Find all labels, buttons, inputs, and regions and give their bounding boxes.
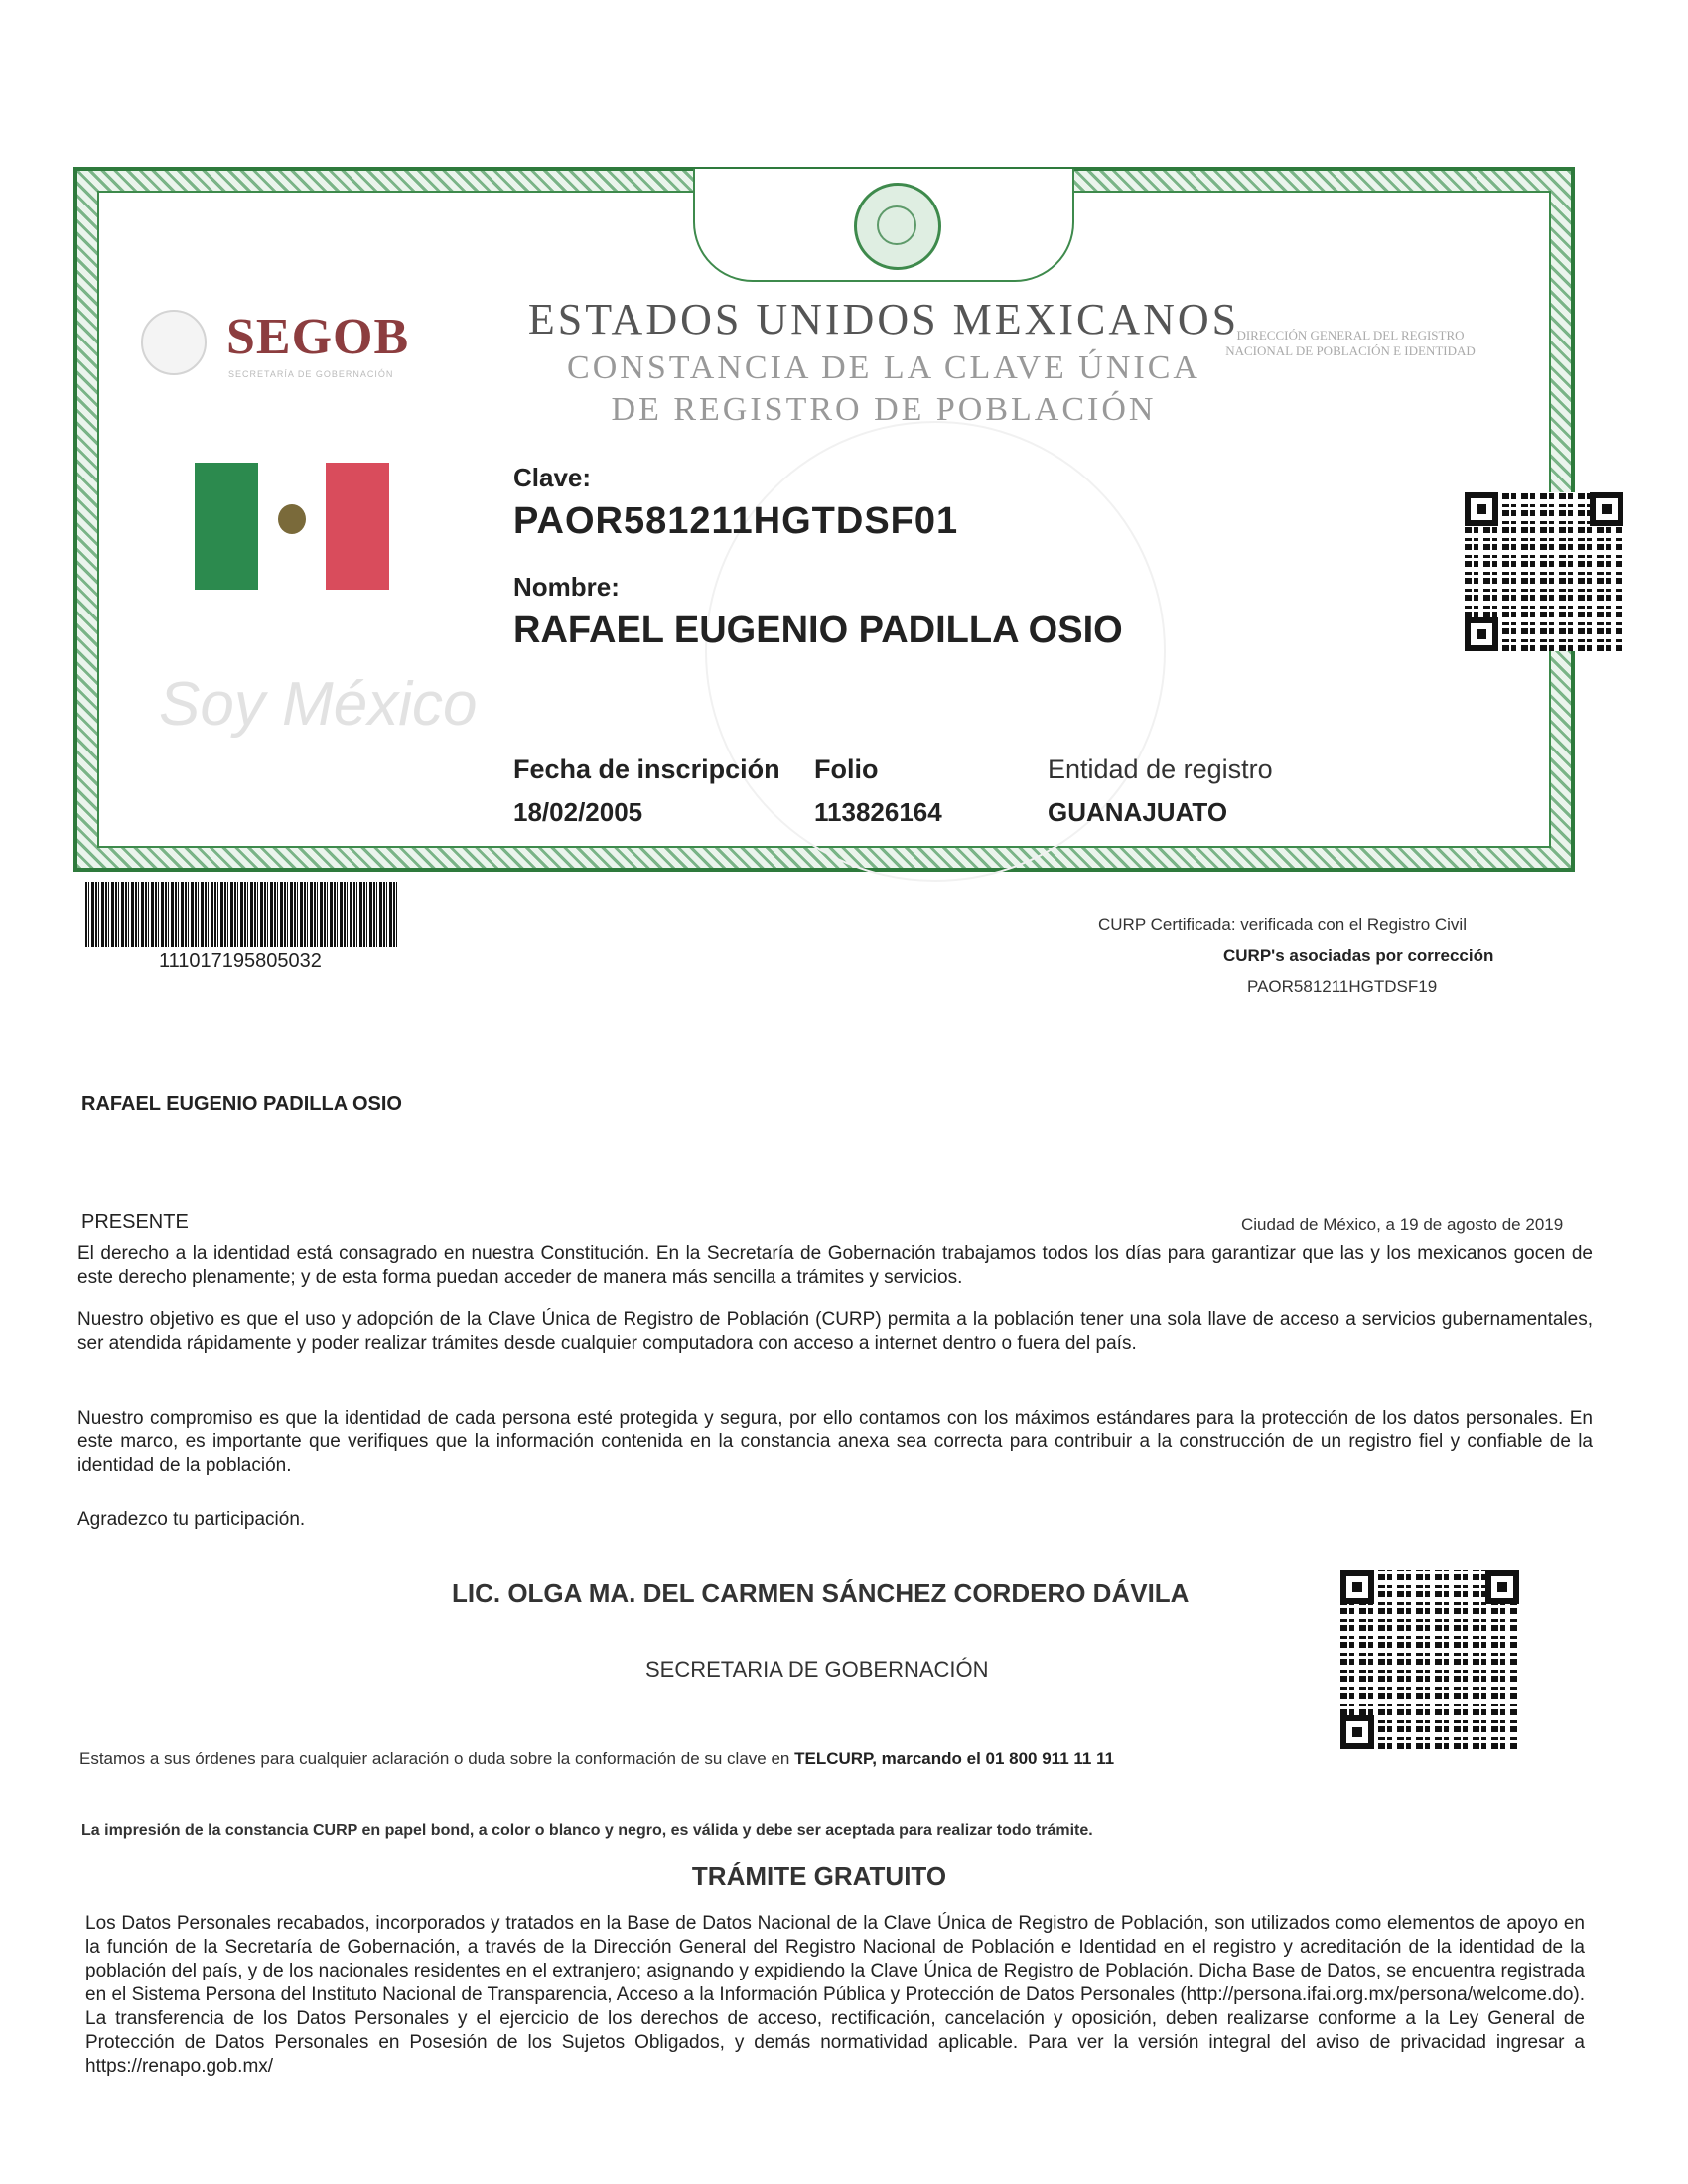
mexico-flag-icon [195,463,389,590]
certificate-qr-code [1465,492,1623,651]
folio-label: Folio [814,754,879,784]
clave-value: PAOR581211HGTDSF01 [513,500,959,542]
clave-label: Clave: [513,463,592,492]
letter-paragraph: El derecho a la identidad está consagrado en nuestra Constitución. En la Secretaría de Gobernación trabajamos todos los días para garantizar que las y los mexicanos gocen de este derecho plenamente; y de esta forma puedan acceder de manera más sencilla a trámites y servicios. [77,1243,1593,1288]
renapo-title: DIRECCIÓN GENERAL DEL REGISTRO NACIONAL DE POBLACIÓN E IDENTIDAD [1225,328,1476,358]
barcode [85,882,399,947]
entidad-registro-value: GUANAJUATO [1048,797,1228,827]
country-title: ESTADOS UNIDOS MEXICANOS [527,295,1240,343]
segob-subtitle: SECRETARÍA DE GOBERNACIÓN [228,369,394,379]
letter-place-date: Ciudad de México, a 19 de agosto de 2019 [1241,1215,1564,1234]
fecha-inscripcion-label: Fecha de inscripción [513,754,780,784]
document-title-line1: CONSTANCIA DE LA CLAVE ÚNICA [567,349,1200,386]
entidad-registro-label: Entidad de registro [1048,754,1273,784]
letter-addressee: RAFAEL EUGENIO PADILLA OSIO [81,1093,402,1115]
telcurp-phone: TELCURP, marcando el 01 800 911 11 11 [794,1749,1115,1768]
nombre-label: Nombre: [513,572,620,602]
curp-certified-note: CURP Certificada: verificada con el Registro Civil [1098,915,1467,934]
flag-emblem-icon [278,504,306,534]
document-title-line2: DE REGISTRO DE POBLACIÓN [611,391,1157,428]
soy-mexico-watermark: Soy México [159,670,478,739]
support-note [79,1749,1114,1769]
signature-qr-code [1340,1570,1519,1749]
segob-seal-icon [141,310,207,375]
letter-presente: PRESENTE [81,1211,189,1233]
letter-closing: Agradezco tu participación. [77,1509,306,1530]
folio-value: 113826164 [814,797,942,827]
print-validity-note: La impresión de la constancia CURP en papel bond, a color o blanco y negro, es válida y debe ser aceptada para realizar todo trámite. [81,1822,1093,1839]
free-procedure-heading: TRÁMITE GRATUITO [691,1861,947,1891]
curp-associated-value: PAOR581211HGTDSF19 [1247,977,1438,996]
signatory-position: SECRETARIA DE GOBERNACIÓN [645,1657,989,1682]
curp-associated-label: CURP's asociadas por corrección [1223,946,1494,965]
certificate-inner-panel [97,191,1551,848]
support-note-text: Estamos a sus órdenes para cualquier aclaración o duda sobre la conformación de su clave en [79,1749,790,1768]
letter-paragraph: Nuestro objetivo es que el uso y adopción de la Clave Única de Registro de Población (CURP) permita a la población tener una sola llave de acceso a servicios gubernamentales, ser atendida rápidamente y poder realizar trámites desde cualquier computadora con acceso a internet dentro o fuera del país. [77,1309,1593,1354]
signatory-name: LIC. OLGA MA. DEL CARMEN SÁNCHEZ CORDERO DÁVILA [452,1578,1190,1608]
fecha-inscripcion-value: 18/02/2005 [513,797,643,827]
letter-paragraph: Nuestro compromiso es que la identidad de cada persona esté protegida y segura, por ello contamos con los máximos estándares para la protección de los datos personales. En este marco, es importante que verifiques que la información contenida en la constancia anexa sea correcta para contribuir a la construcción de un registro fiel y confiable de la identidad de la población. [77,1408,1593,1476]
nombre-value: RAFAEL EUGENIO PADILLA OSIO [513,610,1123,651]
curp-certificate-card [73,167,1575,872]
national-crest-icon [854,183,941,270]
privacy-notice: Los Datos Personales recabados, incorporados y tratados en la Base de Datos Nacional de la Clave Única de Registro de Población, son utilizados como elementos de apoyo en la función de la Secretaría de Gobernación, a través de la Dirección General del Registro Nacional de Población e Identidad en el registro y acreditación de la identidad de la población del país, y de los nacionales residentes en el extranjero; asignando y expidiendo la Clave Única de Registro de Población. Dicha Base de Datos, se encuentra registrada en el Sistema Persona del Instituto Nacional de Transparencia, Acceso a la Información Pública y Protección de Datos Personales (http://persona.ifai.org.mx/persona/welcome.do). La transferencia de los Datos Personales y el ejercicio de los derechos de acceso, rectificación, cancelación y oposición, deben realizarse conforme a la Ley General de Protección de Datos Personales en Posesión de los Sujetos Obligados, y demás normatividad aplicable. Para ver la versión integral del aviso de privacidad ingresar a https://renapo.gob.mx/ [85,1913,1585,2077]
segob-logo: SEGOB [226,309,410,365]
barcode-number: 111017195805032 [159,950,322,972]
